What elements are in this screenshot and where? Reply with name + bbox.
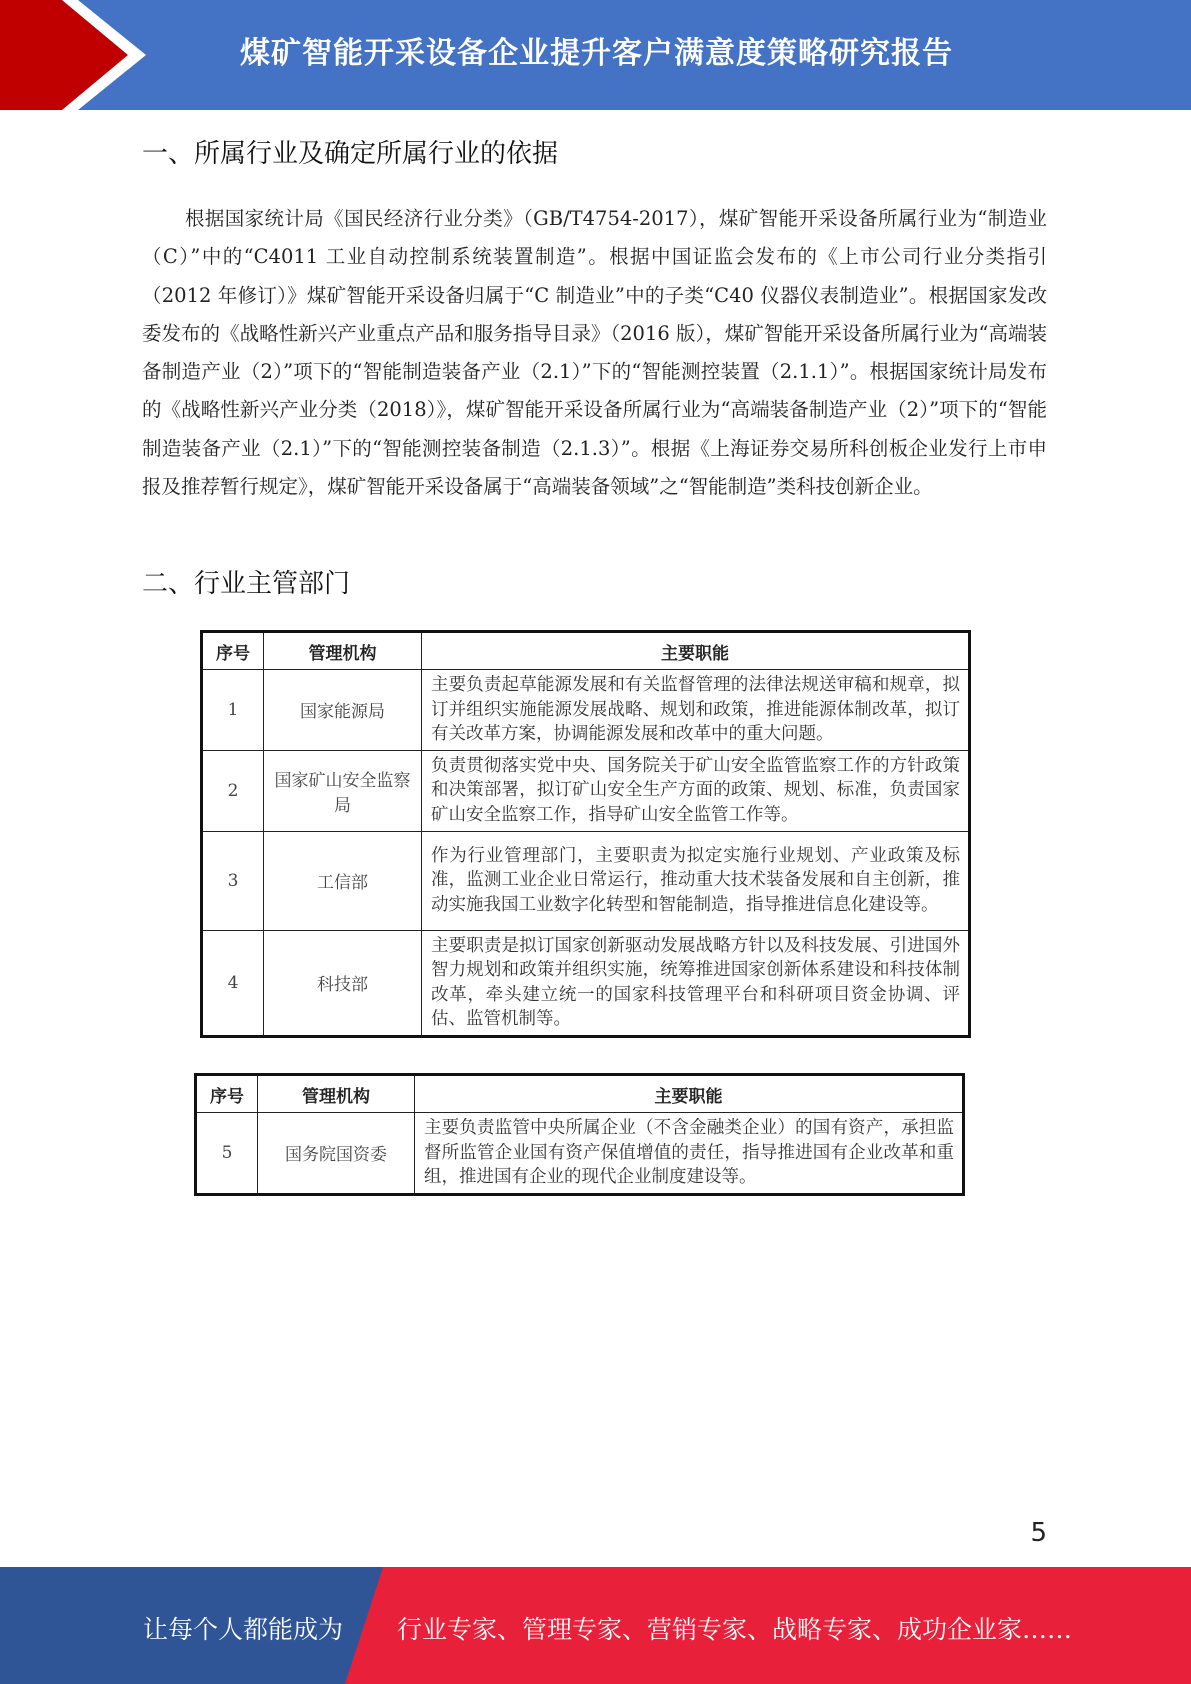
row-duty: 主要职责是拟订国家创新驱动发展战略方针以及科技发展、引进国外智力规划和政策并组织实施，统筹推进国家创新体系建设和科技体制改革，牵头建立统一的国家科技管理平台和科研项目资金协调、评估、监管机制等。	[422, 930, 970, 1036]
report-title: 煤矿智能开采设备企业提升客户满意度策略研究报告	[240, 36, 953, 71]
table-row	[202, 670, 970, 751]
row-duty: 主要负责起草能源发展和有关监督管理的法律法规送审稿和规章，拟订并组织实施能源发展战略、规划和政策，推进能源体制改革，拟订有关改革方案，协调能源发展和改革中的重大问题。	[422, 670, 970, 751]
page-number: 5	[1030, 1518, 1047, 1548]
col-header-duty: 主要职能	[415, 1075, 964, 1113]
row-num: 1	[202, 670, 264, 751]
table-row	[202, 750, 970, 831]
col-header-org: 管理机构	[264, 632, 422, 670]
table-row	[202, 930, 970, 1036]
row-org: 科技部	[264, 930, 422, 1036]
row-duty: 负责贯彻落实党中央、国务院关于矿山安全监管监察工作的方针政策和决策部署，拟订矿山安全生产方面的政策、规划、标准，负责国家矿山安全监察工作，指导矿山安全监管工作等。	[422, 750, 970, 831]
table-row	[202, 831, 970, 930]
header-arrow-decoration	[0, 0, 160, 110]
section-heading-industry: 一、所属行业及确定所属行业的依据	[142, 139, 559, 169]
row-duty: 主要负责监管中央所属企业（不含金融类企业）的国有资产，承担监督所监管企业国有资产保值增值的责任，指导推进国有企业改革和重组，推进国有企业的现代企业制度建设等。	[415, 1113, 964, 1195]
authorities-table-2	[194, 1073, 965, 1196]
col-header-duty: 主要职能	[422, 632, 970, 670]
col-header-org: 管理机构	[258, 1075, 415, 1113]
table-header-row	[196, 1075, 964, 1113]
col-header-num: 序号	[196, 1075, 258, 1113]
page-footer	[0, 1567, 1191, 1684]
industry-basis-paragraph: 根据国家统计局《国民经济行业分类》（GB/T4754-2017），煤矿智能开采设备所属行业为“制造业（C）”中的“C4011 工业自动控制系统装置制造”。根据中国证监会发布的《上市公司行业分类指引（2012 年修订）》煤矿智能开采设备归属于“C 制造业”中的子类“C40 仪器仪表制造业”。根据国家发改委发布的《战略性新兴产业重点产品和服务指导目录》（2016 版），煤矿智能开采设备所属行业为“高端装备制造产业（2）”项下的“智能制造装备产业（2.1）”下的“智能测控装置（2.1.1）”。根据国家统计局发布的《战略性新兴产业分类（2018）》，煤矿智能开采设备所属行业为“高端装备制造产业（2）”项下的“智能制造装备产业（2.1）”下的“智能测控装备制造（2.1.3）”。根据《上海证券交易所科创板企业发行上市申报及推荐暂行规定》，煤矿智能开采设备属于“高端装备领域”之“智能制造”类科技创新企业。	[142, 207, 1047, 499]
table-row	[196, 1113, 964, 1195]
footer-slogan-right: 行业专家、管理专家、营销专家、战略专家、成功企业家……	[397, 1615, 1073, 1644]
footer-slogan-left: 让每个人都能成为	[143, 1615, 344, 1644]
section-heading-authorities: 二、行业主管部门	[142, 569, 351, 599]
row-num: 2	[202, 750, 264, 831]
col-header-num: 序号	[202, 632, 264, 670]
row-num: 4	[202, 930, 264, 1036]
row-org: 国家矿山安全监察局	[264, 750, 422, 831]
authorities-table-1	[200, 630, 971, 1038]
row-org: 工信部	[264, 831, 422, 930]
row-num: 3	[202, 831, 264, 930]
row-num: 5	[196, 1113, 258, 1195]
row-org: 国家能源局	[264, 670, 422, 751]
page-header	[0, 0, 1191, 110]
row-duty: 作为行业管理部门，主要职责为拟定实施行业规划、产业政策及标准，监测工业企业日常运行，推动重大技术装备发展和自主创新，推动实施我国工业数字化转型和智能制造，指导推进信息化建设等。	[422, 831, 970, 930]
table-header-row	[202, 632, 970, 670]
row-org: 国务院国资委	[258, 1113, 415, 1195]
